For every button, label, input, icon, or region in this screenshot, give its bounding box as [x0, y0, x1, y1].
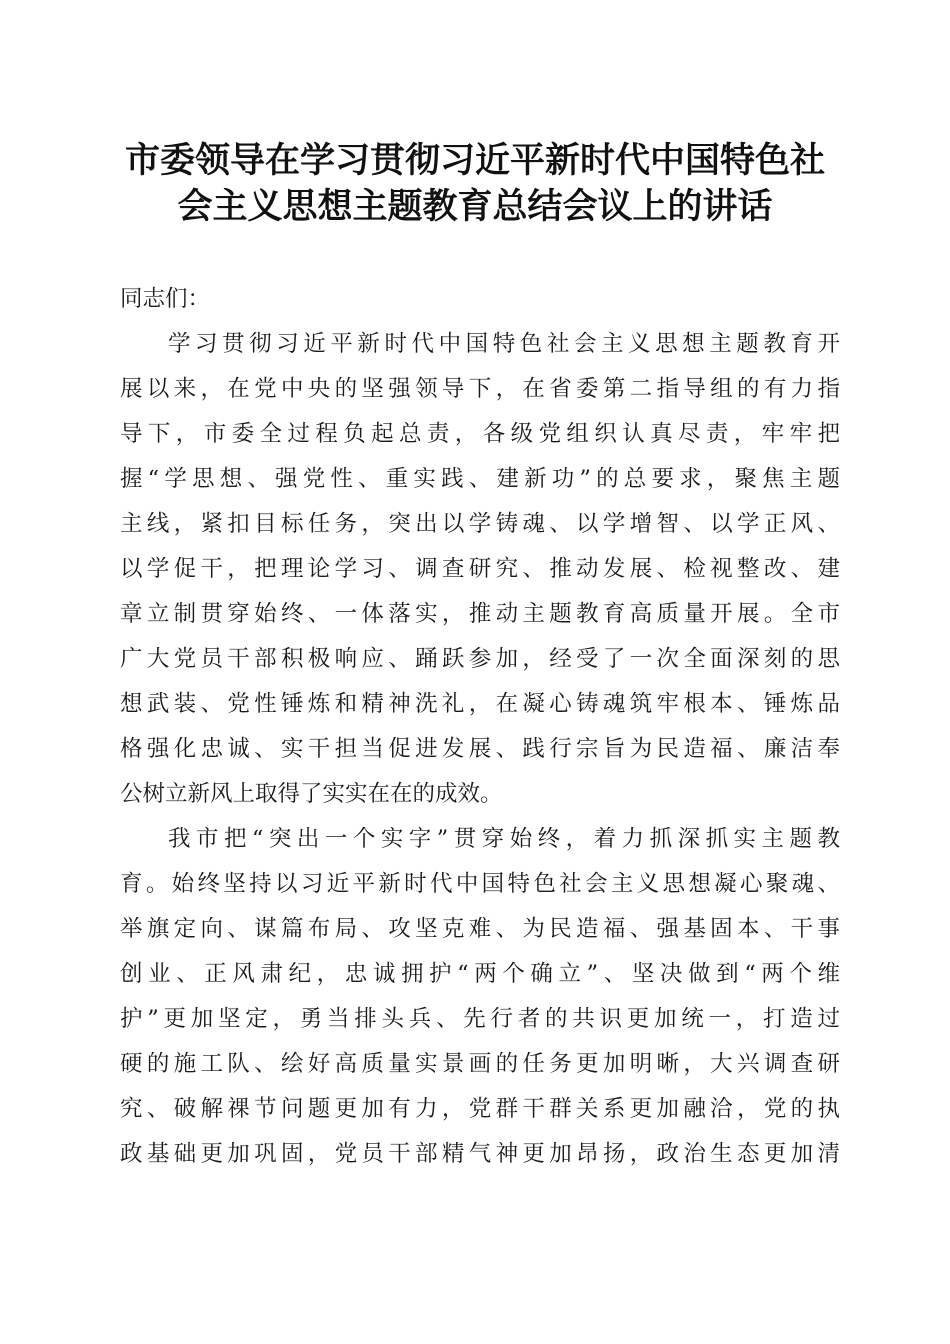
- paragraph-2-line: 政基础更加巩固，党员干部精气神更加昂扬，政治生态更加清: [120, 1141, 840, 1167]
- paragraph-2-line: 举旗定向、谋篇布局、攻坚克难、为民造福、强基固本、干事: [120, 916, 840, 942]
- paragraph-1-line: 广大党员干部积极响应、踊跃参加，经受了一次全面深刻的思: [120, 646, 840, 672]
- paragraph-1-line: 导下，市委全过程负起总责，各级党组织认真尽责，牢牢把: [120, 421, 840, 447]
- paragraph-2-line: 究、破解祼节问题更加有力，党群干群关系更加融洽，党的执: [120, 1096, 840, 1122]
- paragraph-1-line: 主线，紧扣目标任务，突出以学铸魂、以学增智、以学正风、: [120, 511, 840, 537]
- paragraph-2-line: 护”更加坚定，勇当排头兵、先行者的共识更加统一，打造过: [120, 1006, 840, 1032]
- salutation: 同志们：: [120, 286, 211, 312]
- paragraph-1-line: 公树立新风上取得了实实在在的成效。: [120, 781, 503, 807]
- paragraph-1-line: 学习贯彻习近平新时代中国特色社会主义思想主题教育开: [168, 331, 840, 357]
- paragraph-2-line: 我市把“突出一个实字”贯穿始终，着力抓深抓实主题教: [168, 826, 840, 852]
- paragraph-2-line: 创业、正风肃纪，忠诚拥护“两个确立”、坚决做到“两个维: [120, 961, 840, 987]
- document-title-line-1: 市委领导在学习贯彻习近平新时代中国特色社: [124, 141, 825, 181]
- paragraph-1-line: 格强化忠诚、实干担当促进发展、践行宗旨为民造福、廉洁奉: [120, 736, 840, 762]
- paragraph-2-line: 育。始终坚持以习近平新时代中国特色社会主义思想凝心聚魂、: [120, 871, 840, 897]
- paragraph-1-line: 想武装、党性锤炼和精神洗礼，在凝心铸魂筑牢根本、锤炼品: [120, 691, 840, 717]
- document-title-line-2: 会主义思想主题教育总结会议上的讲话: [177, 187, 773, 227]
- paragraph-1-line: 章立制贯穿始终、一体落实，推动主题教育高质量开展。全市: [120, 601, 840, 627]
- paragraph-1-line: 展以来，在党中央的坚强领导下，在省委第二指导组的有力指: [120, 376, 840, 402]
- paragraph-2-line: 硬的施工队、绘好高质量实景画的任务更加明晰，大兴调查研: [120, 1051, 840, 1077]
- paragraph-1-line: 握“学思想、强党性、重实践、建新功”的总要求，聚焦主题: [120, 466, 840, 492]
- paragraph-1-line: 以学促干，把理论学习、调查研究、推动发展、检视整改、建: [120, 556, 840, 582]
